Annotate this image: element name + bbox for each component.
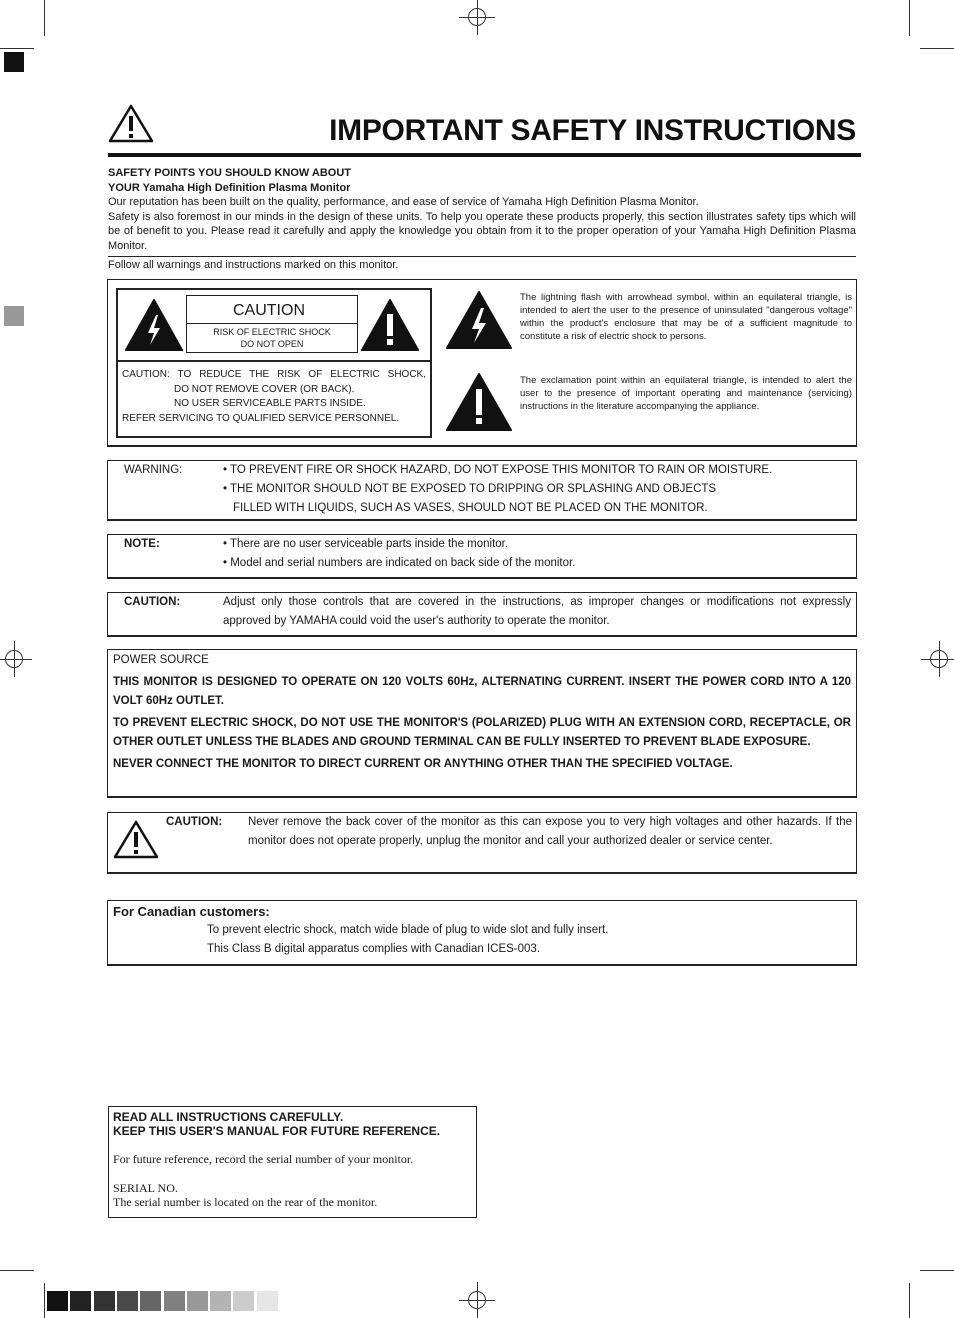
section-tab-black xyxy=(4,52,24,72)
intro-paragraph: Safety is also foremost in our minds in the design of these units. To help you operate these products properly, this section illustrates safety tips which will be of benefit to you. Please read it carefully and apply the knowledge you obtain from it to the proper operation of your Yamaha High Definition Plasma Monitor. xyxy=(108,210,856,252)
caution-label-card xyxy=(116,288,432,438)
intro-subheading: YOUR Yamaha High Definition Plasma Monitor xyxy=(108,181,351,194)
do-not-open-text: DO NOT OPEN xyxy=(240,339,304,349)
warning-triangle-icon xyxy=(108,103,154,143)
caution-label xyxy=(186,295,358,353)
caution-card-text: NO USER SERVICEABLE PARTS INSIDE. xyxy=(174,398,366,409)
note-line: • There are no user serviceable parts inside the monitor. xyxy=(223,538,509,550)
caution-card-text: CAUTION: TO REDUCE THE RISK OF ELECTRIC SHOCK, xyxy=(122,369,426,380)
warning-triangle-icon xyxy=(113,819,159,859)
note-line: • Model and serial numbers are indicated on back side of the monitor. xyxy=(223,557,576,569)
caution-label: CAUTION: xyxy=(124,596,181,608)
power-paragraph: TO PREVENT ELECTRIC SHOCK, DO NOT USE THE MONITOR'S (POLARIZED) PLUG WITH AN EXTENSION CORD, RECEPTACLE, OR OTHER OUTLET UNLESS THE BLADES AND GROUND TERMINAL CAN BE FULLY INSERTED TO PREVENT BLADE EXPOSURE. xyxy=(113,717,851,748)
color-swatch xyxy=(47,1291,68,1311)
intro-heading: SAFETY POINTS YOU SHOULD KNOW ABOUT xyxy=(108,167,352,179)
color-swatch xyxy=(187,1291,208,1311)
warning-line: FILLED WITH LIQUIDS, SUCH AS VASES, SHOULD NOT BE PLACED ON THE MONITOR. xyxy=(233,502,708,514)
warning-line: • THE MONITOR SHOULD NOT BE EXPOSED TO DRIPPING OR SPLASHING AND OBJECTS xyxy=(223,483,717,495)
power-source-box xyxy=(107,649,857,798)
section-tab-gray xyxy=(4,306,24,326)
note-box xyxy=(107,534,857,579)
canada-box xyxy=(107,900,857,966)
color-swatch xyxy=(257,1291,278,1311)
canada-line: This Class B digital apparatus complies with Canadian ICES-003. xyxy=(207,943,541,955)
record-heading: READ ALL INSTRUCTIONS CAREFULLY. xyxy=(113,1110,344,1124)
caution-label-title: CAUTION xyxy=(187,298,357,324)
intro-paragraph: Our reputation has been built on the quality, performance, and ease of service of Yamaha High Definition Plasma Monitor. xyxy=(108,196,699,208)
color-swatch xyxy=(94,1291,115,1311)
warning-line: • TO PREVENT FIRE OR SHOCK HAZARD, DO NOT EXPOSE THIS MONITOR TO RAIN OR MOISTURE. xyxy=(223,464,773,476)
page-title: IMPORTANT SAFETY INSTRUCTIONS xyxy=(329,114,856,147)
color-swatch xyxy=(117,1291,138,1311)
divider xyxy=(108,256,856,257)
risk-text: RISK OF ELECTRIC SHOCK xyxy=(213,327,331,337)
exclamation-triangle-icon xyxy=(360,298,420,352)
caution-label: CAUTION: xyxy=(166,816,223,828)
color-swatch xyxy=(233,1291,254,1311)
color-swatch xyxy=(210,1291,231,1311)
symbols-box xyxy=(107,279,857,447)
power-heading: POWER SOURCE xyxy=(113,654,209,666)
exclamation-description: The exclamation point within an equilateral triangle, is intended to alert the user to the presence of important operating and maintenance (servicing) instructions in the literature accompanying the appliance. xyxy=(520,375,852,412)
color-swatch xyxy=(140,1291,161,1311)
power-paragraph: THIS MONITOR IS DESIGNED TO OPERATE ON 120 VOLTS 60Hz, ALTERNATING CURRENT. INSERT THE POWER CORD INTO A 120 VOLT 60Hz OUTLET. xyxy=(113,676,851,707)
record-text: The serial number is located on the rear of the monitor. xyxy=(113,1195,378,1209)
record-heading: KEEP THIS USER'S MANUAL FOR FUTURE REFERENCE. xyxy=(113,1124,441,1138)
caution-card-text: REFER SERVICING TO QUALIFIED SERVICE PERSONNEL. xyxy=(122,412,400,424)
caution-card-text: DO NOT REMOVE COVER (OR BACK). xyxy=(174,383,355,395)
caution-controls-box xyxy=(107,592,857,637)
exclamation-triangle-icon xyxy=(445,372,513,432)
lightning-triangle-icon xyxy=(445,290,513,350)
title-rule xyxy=(108,153,861,157)
intro-section xyxy=(108,166,856,253)
color-swatch xyxy=(164,1291,185,1311)
warning-box xyxy=(107,460,857,521)
follow-instructions: Follow all warnings and instructions marked on this monitor. xyxy=(108,259,399,271)
power-paragraph: NEVER CONNECT THE MONITOR TO DIRECT CURRENT OR ANYTHING OTHER THAN THE SPECIFIED VOLTAGE. xyxy=(113,758,733,770)
canada-line: To prevent electric shock, match wide blade of plug to wide slot and fully insert. xyxy=(207,924,609,936)
lightning-description: The lightning flash with arrowhead symbol, within an equilateral triangle, is intended to alert the user to the presence of uninsulated "dangerous voltage" within the product's enclosure that may be of a sufficient magnitude to constitute a risk of electric shock to persons. xyxy=(520,292,852,342)
caution-text: Never remove the back cover of the monitor as this can expose you to very high voltages and other hazards. If the monitor does not operate properly, unplug the monitor and call your authorized dealer or service center. xyxy=(248,816,852,847)
note-label: NOTE: xyxy=(124,538,160,550)
lightning-triangle-icon xyxy=(124,298,184,352)
canada-heading: For Canadian customers: xyxy=(113,904,270,919)
serial-record-box xyxy=(108,1106,477,1218)
record-text: For future reference, record the serial number of your monitor. xyxy=(113,1152,414,1166)
color-swatch xyxy=(70,1291,91,1311)
serial-no-label: SERIAL NO. xyxy=(113,1180,178,1195)
caution-cover-box xyxy=(107,812,857,874)
caution-text: Adjust only those controls that are covered in the instructions, as improper changes or modifications not expressly approved by YAMAHA could void the user's authority to operate the monitor. xyxy=(223,596,851,627)
warning-label: WARNING: xyxy=(124,464,183,476)
